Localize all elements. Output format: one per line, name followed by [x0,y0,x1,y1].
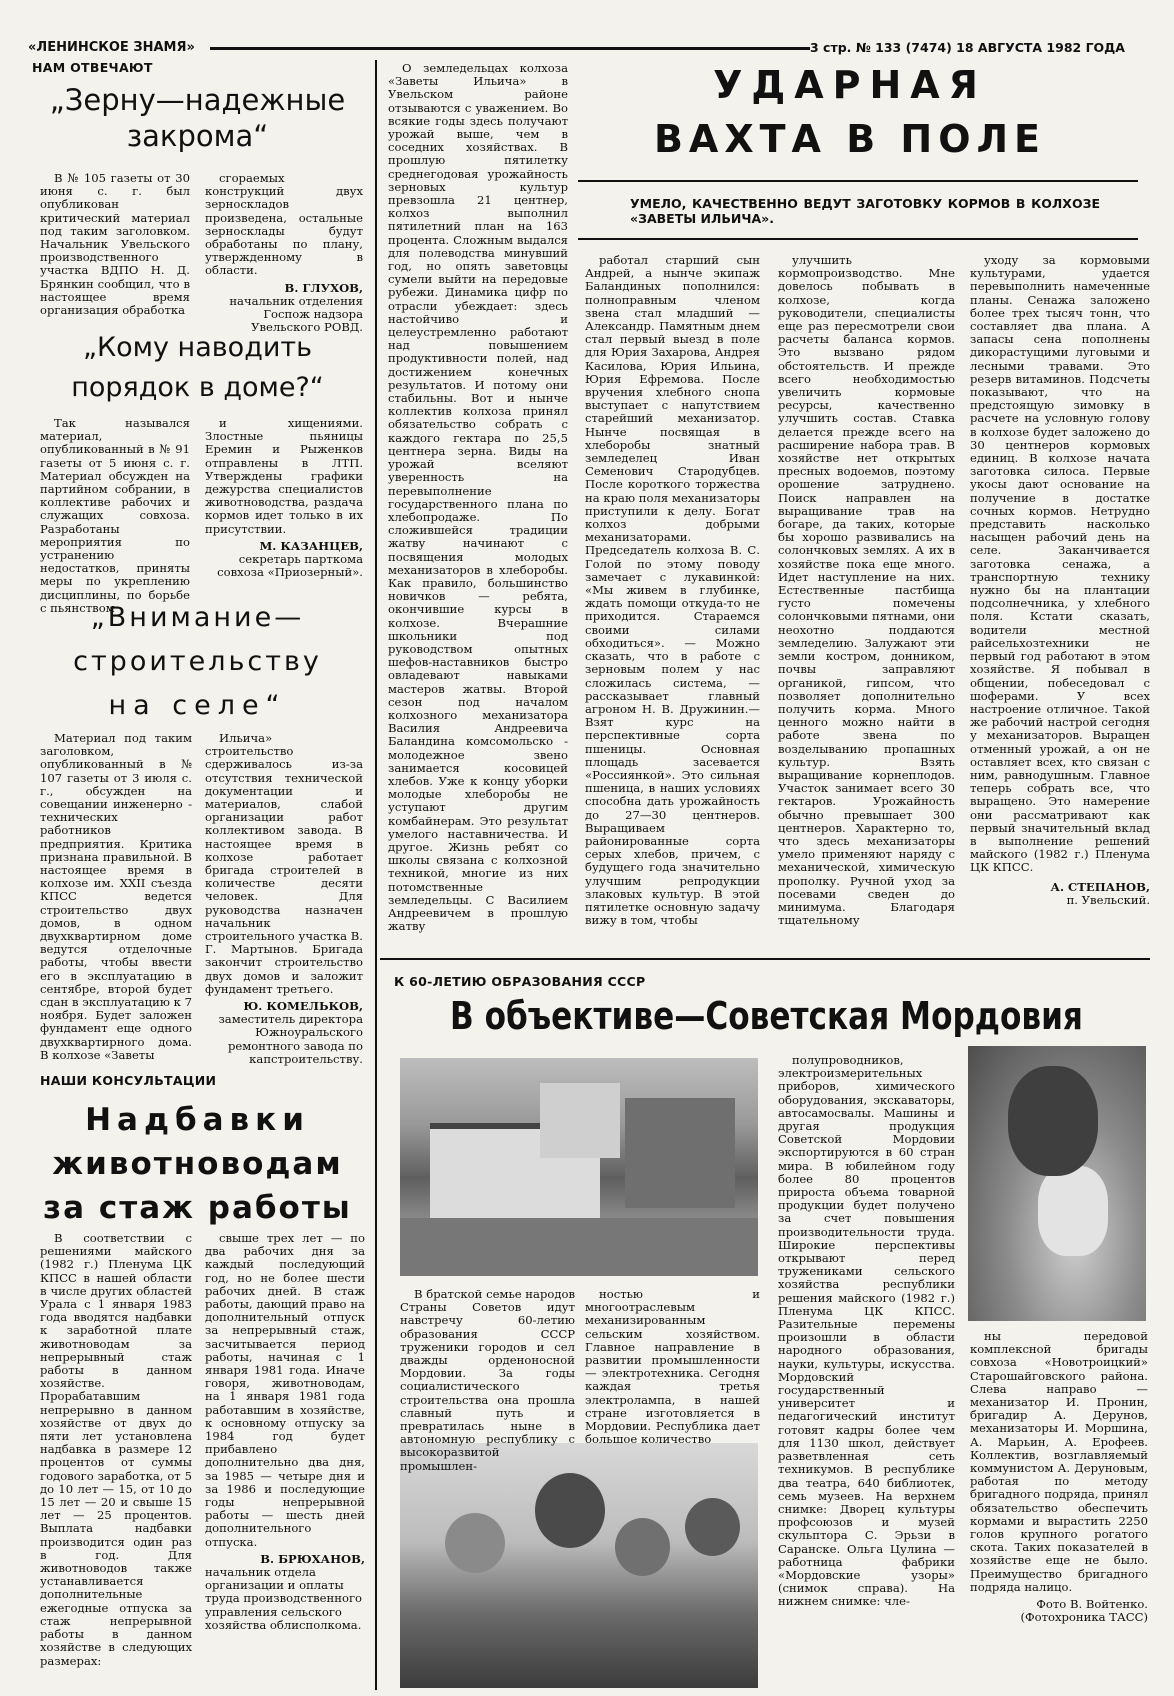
vakhta-subtitle: УМЕЛО, КАЧЕСТВЕННО ВЕДУТ ЗАГОТОВКУ КОРМОВ В КОЛХОЗЕ «ЗАВЕТЫ ИЛЬИЧА». [630,196,1100,226]
stroitelstvo-col1: Материал под таким заголовком, опубликованный в № 107 газеты от 3 июля с. г., обсужден на совещании инженерно - технических работников предприятия. Критика признана правильной. В настоящее время в колхозе им. XXII съезда КПСС ведется строительство двух домов, в одном двухквартирном доме ведутся отделочные работы, чтобы ввести его в эксплуатацию в сентябре, второй будет сдан в эксплуатацию к 7 ноября. Будет заложен фундамент еще одного двухквартирного дома. В колхозе «Заветы [40,731,192,1062]
rubric-konsultatsii: НАШИ КОНСУЛЬТАЦИИ [40,1073,217,1088]
nadbavki-col2: свыше трех лет — по два рабочих дня за каждый последующий год, но не более шести рабочих дней. В стаж работы, дающий право на дополнительный отпуск за непрерывный стаж, засчитывается период работы, начиная с 1 января 1981 года. Иначе говоря, животноводам, на 1 января 1981 года работавшим в хозяйстве, к основному отпуску за 1984 год будет прибавлено дополнительно два дня, за 1985 — четыре дня и за 1986 и последующие годы непрерывной работы — шесть дней дополнительного отпуска. В. БРЮХАНОВ, начальник отдела организации и оплаты труда производственного управления сельского хозяйства облисполкома. [205,1231,365,1632]
nadbavki-col1: В соответствии с решениями майского (1982 г.) Пленума ЦК КПСС в нашей области в числе других областей Урала с 1 января 1983 года вводятся надбавки к заработной плате животноводам за непрерывный стаж работы в данном хозяйстве. Прорабатавшим непрерывно в данном хозяйстве от двух до пяти лет установлена надбавка в размере 12 процентов от суммы годового заработка, от 5 до 10 лет — 15, от 10 до 15 лет — 20 и свыше 15 лет — 25 процентов. Выплата надбавки производится один раз в год. Для животноводов также устанавливается дополнительные ежегодные отпуска за стаж непрерывной работы в данном хозяйстве в следующих размерах: [40,1231,192,1668]
poryadok-signature: М. КАЗАНЦЕВ, [259,538,363,553]
vakhta-col4: уходу за кормовыми культурами, удается перевыполнить намеченные планы. Сенажа заложено более трех тысяч тонн, что составляет два плана. А запасы сена пополнены дикорастущими луговыми и лесными травами. Это резерв витаминов. Подсчеты показывают, что на предстоящую зимовку в расчете на условную голову в колхозе будет заложено до 30 центнеров кормовых единиц. В колхозе начата заготовка силоса. Первые укосы дают основание на получение в достатке сочных кормов. Нетрудно представить насколько насыщен рабочий день на селе. Заканчивается заготовка сенажа, а транспортную технику нужно бы на плантации подсолнечника, у хлебного поля. Кстати сказать, водители местной райсельхозтехники не первый год работают в этом хозяйстве. Я побывал в общении, побеседовал с шоферами. У всех настроение отличное. Такой же рабочий настрой сегодня у механизаторов. Выращен отменный урожай, а он не оставляет всех, кто связан с ним, равнодушным. Главное теперь собрать все, что выращено. Это намерение они рассматривают как первый значительный вклад в выполнение решений майского (1982 г.) Пленума ЦК КПСС. А. СТЕПАНОВ, п. Увельский. [970,253,1150,907]
poryadok-col1: Так назывался материал, опубликованный в № 91 газеты от 5 июня с. г. Материал обсужден на партийном собрании, в коллективе рабочих и служащих совхоза. Разработаны мероприятия по устранению недостатков, приняты меры по укреплению дисциплины, по борьбе с пьянством [40,416,190,615]
nadbavki-signature: В. БРЮХАНОВ, [260,1551,365,1566]
vakhta-col1: О земледельцах колхоза «Заветы Ильича» в Увельском районе отзываются с уважением. Во всякие годы здесь получают урожай выше, чем в соседних хозяйствах. В прошлую пятилетку среднегодовая урожайность зерновых культур превзошла 21 центнер, колхоз выполнил пятилетний план на 163 процента. Сложным выдался для полеводства минувший год, но опять заветовцы сумели выйти на передовые рубежи. Динамика цифр по отрасли убеждает: здесь настойчиво и целеустремленно работают над повышением продуктивности полей, над достижением конечных результатов. И потому они стабильны. Вот и нынче коллектив колхоза принял обязательство собрать с каждого гектара по 25,5 центнера зерна. Виды на урожай вселяют уверенность на перевыполнение государственного плана по хлебопродаже. По сложившейся традиции жатву начинают с посвящения молодых механизаторов в хлеборобы. Как правило, большинство новичков — ребята, окончившие курсы в колхозе. Вчерашние школьники под руководством опытных шефов-наставников быстро овладевают навыками мастеров жатвы. Второй сезон под началом колхозного механизатора Василия Андреевича Баландина комсомольско - молодежное звено занимается косовицей хлебов. Уже к концу уборки молодые хлеборобы не уступают другим комбайнерам. Это результат умелого наставничества. И другое. Жизнь ребят со школы связана с колхозной техникой, многие из них потомственные земледельцы. С Василием Андреевичем в прошлую жатву [388,61,568,934]
article-title-stroitelstvo: „Внимание— строительству на селе“ [73,602,322,721]
zerno-col2: сгораемых конструкций двух зерноскладов произведена, остальные зерносклады будут обработаны по плану, утвержденному в области. В. ГЛУХОВ, начальник отделения Госпож надзора Увельского РОВД. [205,171,363,335]
newspaper-name: «ЛЕНИНСКОЕ ЗНАМЯ» [28,40,195,55]
stroitelstvo-col2: Ильича» строительство сдерживалось из-за отсутствия технической документации и материалов, слабой организации работ коллективом завода. В настоящее время в колхозе работает бригада строителей в количестве десяти человек. Для руководства назначен начальник строительного участка В. Г. Мартынов. Бригада закончит строительство двух домов и заложит фундамент третьего. Ю. КОМЕЛЬКОВ, заместитель директора Южноуральского ремонтного завода по капстроительству. [205,731,363,1066]
article-title-poryadok: „Кому наводить порядок в доме?“ [71,332,324,403]
photo-olga-tsulina [968,1046,1146,1321]
left-column-divider [375,60,377,1690]
mordovia-title: В объективе—Советская Мордовия [450,994,1083,1038]
poryadok-col2: и хищениями. Злостные пьяницы Еремин и Рыженков отправлены в ЛТП. Утверждены графики дежурства специалистов животноводства, раздача кормов идет только в их присутствии. М. КАЗАНЦЕВ, секретарь парткома совхоза «Приозерный». [205,416,363,580]
article-title-nadbavki: Надбавки животноводам за стаж работы [43,1102,352,1226]
mordovia-col4: ны передовой комплексной бригады совхоза «Новотроицкий» Старошайговского района. Слева направо — механизатор И. Пронин, бригадир А. Дерунов, механизаторы И. Моршина, А. Марьин, А. Ерофеев. Коллектив, возглавляемый коммунистом А. Деруновым, работая по методу бригадного подряда, принял обязательство обеспечить кормами и вырастить 2250 голов крупного рогатого скота. Таких показателей в хозяйстве еще не было. Преимущество бригадного подряда налицо. Фото В. Войтенко. (Фотохроника ТАСС) [970,1329,1148,1625]
mordovia-top-rule [380,958,1150,960]
mordovia-col1: В братской семье народов Страны Советов идут навстречу 60-летию образования СССР труженики городов и сел дважды орденоносной Мордовии. За годы социалистического строительства она прошла славный путь и превратилась ныне в автономную республику с высокоразвитой промышлен- [400,1287,575,1473]
mordovia-col2: ностью и многоотраслевым механизированным сельским хозяйством. Главное направление в развитии промышленности — электротехника. Сегодня каждая третья электролампа, в нашей стране изготовляется в Мордовии. Республика дает большое количество [585,1287,760,1447]
photo-palace-of-culture [400,1058,758,1276]
photo-brigade-novotroitsky [400,1443,758,1688]
zerno-signature: В. ГЛУХОВ, [284,280,363,295]
zerno-col1: В № 105 газеты от 30 июня с. г. был опубликован критический материал под таким заголовком. Начальник Увельского производственного участка ВДПО Н. Д. Брянкин сообщил, что в настоящее время организация обработка [40,171,190,318]
stroitelstvo-signature: Ю. КОМЕЛЬКОВ, [243,999,363,1014]
vakhta-subtitle-rule [578,238,1138,240]
vakhta-title: УДАРНАЯ ВАХТА В ПОЛЕ [653,63,1047,161]
photo-credit: Фото В. Войтенко. [1036,1597,1148,1612]
vakhta-col2: работал старший сын Андрей, а нынче экипаж Баландиных пополнился: полноправным членом звена стал младший — Александр. Памятным днем стал первый выезд в поле для Юрия Захарова, Андрея Касилова, Юрия Ильина, Юрия Ефремова. После вручения хлебного снопа выступает с напутствием старейший механизатор. Нынче посвящая в хлеборобы знатный земледелец Иван Семенович Стародубцев. После короткого торжества на краю поля механизаторы приступили к делу. Богат колхоз добрыми механизаторами. Председатель колхоза В. С. Голой по этому поводу замечает с лукавинкой: «Мы живем в глубинке, ждать помощи откуда-то не приходится. Стараемся своими силами обходиться». — Можно сказать, что в работе с зерновым полем у нас сложилась система, — рассказывает главный агроном Н. В. Дружинин.—Взят курс на перспективные сорта пшеницы. Основная площадь засевается «Россиянкой». Это сильная пшеница, в наших условиях способна дать урожайность до 27—30 центнеров. Выращиваем районированные сорта серых хлебов, причем, с будущего года значительно улучшим репродукции злаковых культур. В этой пятилетке основную задачу вижу в том, чтобы [585,253,760,928]
vakhta-col3: улучшить кормопроизводство. Мне довелось побывать в колхозе, когда руководители, специалисты еще раз пересмотрели свои расчеты баланса кормов. Это вызвано рядом обстоятельств. И прежде всего необходимостью увеличить кормовые ресурсы, качественно улучшить состав. Ставка делается прежде всего на расширение набора трав. В хозяйстве нет открытых пресных водоемов, поэтому орошение затруднено. Поиск направлен на выращивание трав на богаре, да таких, которые бы хорошо развивались на солончковых землях. А их в хозяйстве пока еще много. Идет наступление на них. Естественные пастбища густо помечены солончковыми пятнами, они неохотно поддаются земледелию. Залужают эти земли костром, донником, почвы заправляют органикой, гипсом, что позволяет дополнительно получить корма. Много ценного можно найти в работе звена по возделыванию пропашных культур. Взять выращивание корнеплодов. Участок занимает всего 30 гектаров. Урожайность обычно превышает 300 центнеров. Характерно то, что здесь механизаторы умело применяют наряду с механической, химическую прополку. Ручной уход за посевами сведен до минимума. Благодаря тщательному [778,253,955,928]
vakhta-title-rule [578,180,1138,182]
issue-info: 3 стр. № 133 (7474) 18 АВГУСТА 1982 ГОДА [810,40,1125,55]
rubric-60-letie: К 60-ЛЕТИЮ ОБРАЗОВАНИЯ СССР [394,974,646,989]
rubric-otvechayut: НАМ ОТВЕЧАЮТ [32,60,153,75]
mordovia-col3: полупроводников, электроизмерительных приборов, химического оборудования, экскаваторы, автосамосвалы. Машины и другая продукция Советской Мордовии экспортируются в 60 стран мира. В юбилейном году более 80 процентов прироста объема товарной продукции будет получено за счет повышения производительности труда. Широкие перспективы открывают перед тружениками сельского хозяйства республики решения майского (1982 г.) Пленума ЦК КПСС. Разительные перемены произошли в области народного образования, науки, культуры, искусства. Мордовский государственный университет и педагогический институт готовят кадры более чем для 1130 школ, действует разветвленная сеть техникумов. В республике два театра, 640 библиотек, семь музеев. На верхнем снимке: Дворец культуры профсоюзов и музей скульптора С. Эрьзи в Саранске. Ольга Цулина — работница фабрики «Мордовские узоры» (снимок справа). На нижнем снимке: чле- [778,1053,955,1609]
masthead-rule [210,47,810,50]
article-title-zerno: „Зерну—надежные закрома“ [49,83,346,154]
vakhta-signature: А. СТЕПАНОВ, [1050,879,1150,894]
